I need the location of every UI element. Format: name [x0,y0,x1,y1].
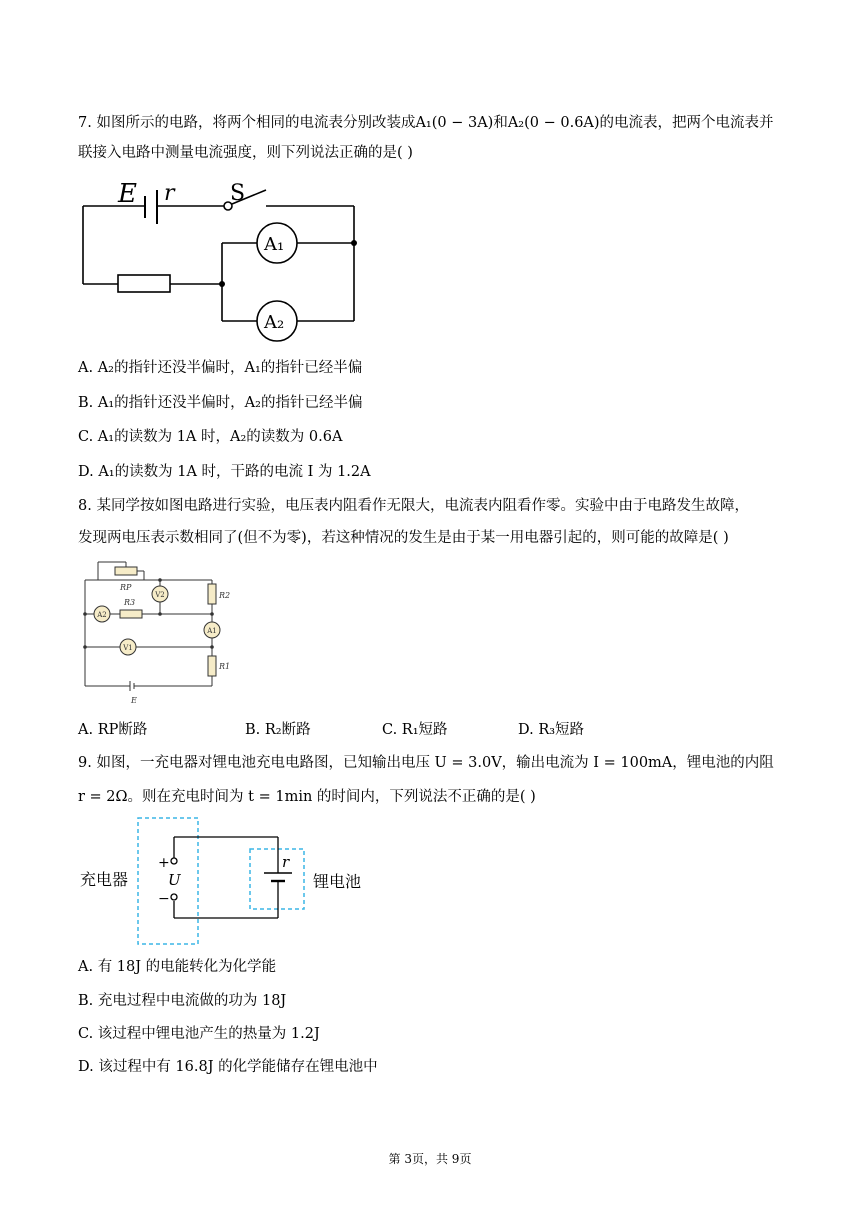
q8-option-a: A. RP断路 [78,722,148,738]
q9-option-b: B. 充电过程中电流做的功为 18J [78,993,287,1009]
q8-circuit-figure [80,558,240,708]
q8-label-rp: RP [120,583,132,592]
q9-circuit-figure [78,815,378,947]
q9-option-a: A. 有 18J 的电能转化为化学能 [78,959,277,975]
q8-option-c: C. R₁短路 [382,722,448,738]
q9-label-u: U [168,871,181,889]
q7-option-c: C. A₁的读数为 1A 时，A₂的读数为 0.6A [78,429,343,445]
q7-option-a: A. A₂的指针还没半偏时，A₁的指针已经半偏 [78,360,363,376]
q8-label-e: E [131,696,137,705]
q7-option-d: D. A₁的读数为 1A 时，干路的电流 I 为 1.2A [78,464,371,480]
page-footer: 第 3页，共 9页 [388,1152,472,1166]
q9-stem-line1: 9. 如图，一充电器对锂电池充电电路图，已知输出电压 U = 3.0V，输出电流为 I = 100mA，锂电池的内阻 [78,755,774,771]
q9-label-plus: + [158,855,170,871]
q7-label-A1: A₁ [264,234,285,255]
q7-label-S: S [230,181,246,206]
q8-label-v2: V2 [155,591,165,599]
q9-option-c: C. 该过程中锂电池产生的热量为 1.2J [78,1026,320,1042]
q9-label-charger: 充电器 [80,870,129,889]
q7-label-E: E [118,179,137,209]
q8-option-d: D. R₃短路 [518,722,585,738]
q8-label-r2: R2 [219,591,231,600]
q8-stem-line1: 8. 某同学按如图电路进行实验，电压表内阻看作无限大，电流表内阻看作零。实验中由于电路发生故障， [78,498,749,514]
q7-label-A2: A₂ [264,312,285,333]
q9-label-battery: 锂电池 [313,872,362,891]
q7-option-b: B. A₁的指针还没半偏时，A₂的指针已经半偏 [78,395,363,411]
q7-circuit-figure [80,176,365,333]
q8-label-r3: R3 [124,598,136,607]
q8-label-a1: A1 [207,627,217,635]
q7-stem-line2: 联接入电路中测量电流强度，则下列说法正确的是( ) [78,145,413,161]
q8-label-r1: R1 [219,662,231,671]
q9-label-r: r [282,853,290,871]
q8-stem-line2: 发现两电压表示数相同了(但不为零)，若这种情况的发生是由于某一用电器引起的，则可能的故障是( ) [78,530,729,546]
q8-option-b: B. R₂断路 [245,722,311,738]
q7-label-r: r [164,181,175,206]
q9-stem-line2: r = 2Ω。则在充电时间为 t = 1min 的时间内，下列说法不正确的是( ) [78,789,536,805]
q8-label-v1: V1 [123,644,133,652]
q9-option-d: D. 该过程中有 16.8J 的化学能储存在锂电池中 [78,1059,378,1075]
q8-label-a2: A2 [97,611,107,619]
q9-label-minus: − [158,891,170,907]
q7-stem-line1: 7. 如图所示的电路，将两个相同的电流表分别改装成A₁(0 − 3A)和A₂(0 − 0.6A)的电流表，把两个电流表并 [78,115,774,131]
